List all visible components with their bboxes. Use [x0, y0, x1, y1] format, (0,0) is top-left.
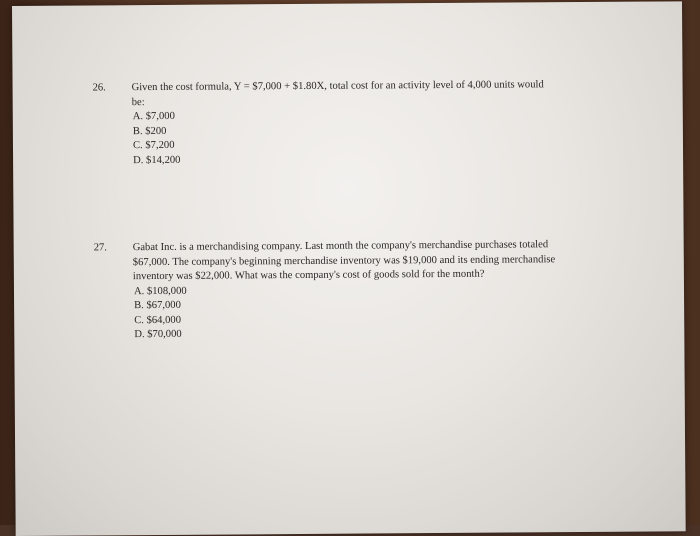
question-body	[132, 78, 613, 168]
question-body	[133, 238, 629, 343]
option-c: C. $7,200	[132, 139, 175, 152]
question-27	[93, 238, 634, 341]
paper-sheet	[12, 1, 686, 536]
option-d: D. $14,200	[133, 154, 181, 166]
option-c: C. $64,000	[134, 314, 182, 326]
question-number: 26.	[92, 82, 106, 94]
question-number: 27.	[93, 242, 107, 254]
question-stem: Gabat Inc. is a merchandising company. Last month the company's merchandise purchases totaled $67,000. The company's beginning merchandise inventory was $19,000 and its ending merchandise inventory was $22,000. What was the company's cost of goods sold for the month?	[132, 239, 556, 283]
option-d: D. $70,000	[134, 328, 182, 341]
option-b: B. $200	[132, 125, 167, 137]
question-26	[92, 78, 613, 166]
question-stem: Given the cost formula, Y = $7,000 + $1.80X, total cost for an activity level of 4,000 units would be:	[131, 79, 544, 108]
option-a: A. $108,000	[133, 285, 187, 297]
option-a: A. $7,000	[132, 110, 175, 123]
option-b: B. $67,000	[134, 299, 181, 312]
